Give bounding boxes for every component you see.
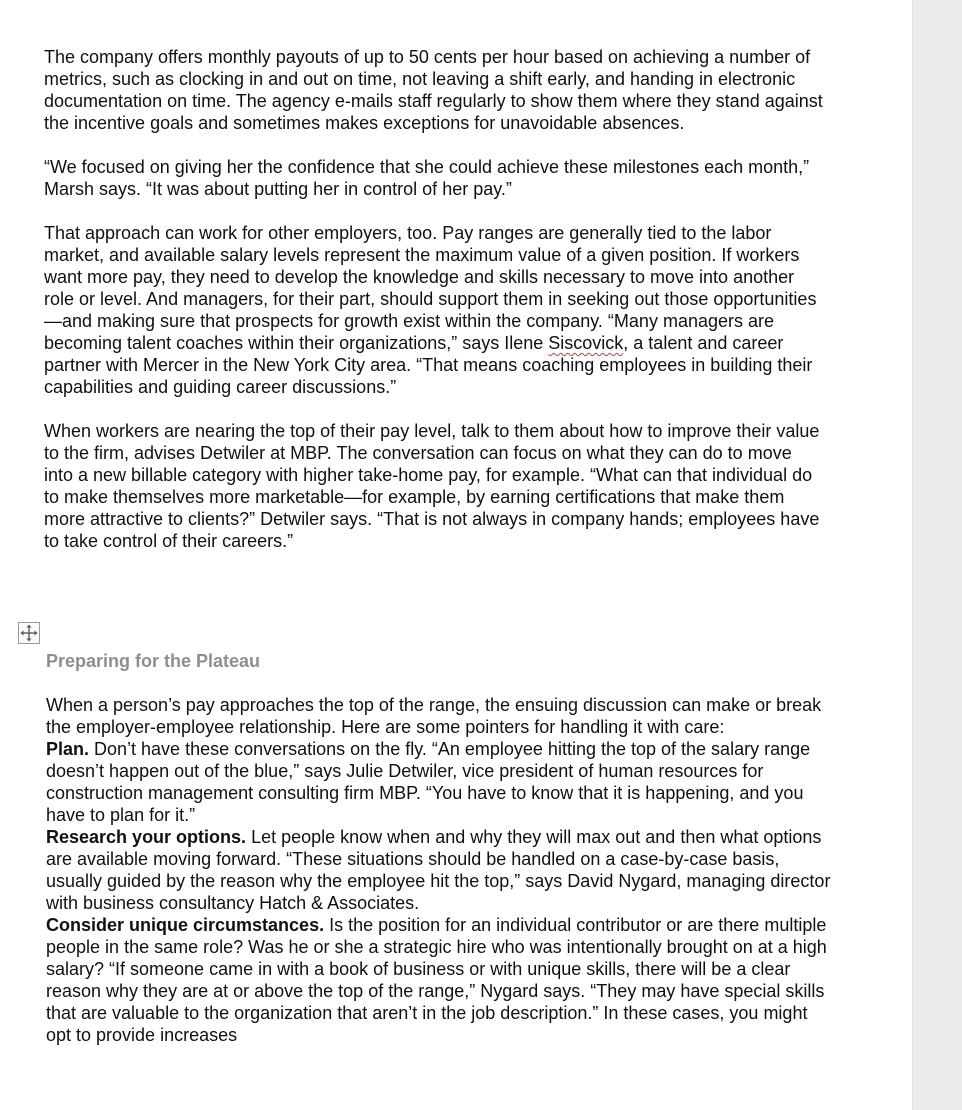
paragraph-2[interactable]: “We focused on giving her the confidence that she could achieve these milestones each month,” Marsh says. “It was about putting her in control of her pay.”: [44, 157, 810, 199]
sidebar-item[interactable]: [46, 738, 836, 826]
paragraph-3-text-b: , a talent and career partner with Mercer in the New York City area. “That means coaching employees in building their capabilities and guiding career discussions.”: [44, 333, 813, 397]
sidebar-box-intro[interactable]: When a person’s pay approaches the top of the range, the ensuing discussion can make or break the employer-employee relationship. Here are some pointers for handling it with care:: [46, 695, 822, 737]
sidebar-item-lead: Research your options.: [46, 827, 247, 847]
sidebar-item-text: Don’t have these conversations on the fly. “An employee hitting the top of the salary range doesn’t happen out of the blue,” says Julie Detwiler, vice president of human resources for construction management consulting firm MBP. “You have to know that it is happening, and you have to plan for it.”: [46, 739, 811, 825]
move-handle-icon[interactable]: [18, 622, 40, 644]
paragraph-3[interactable]: [44, 222, 824, 398]
sidebar-box-title: Preparing for the Plateau: [46, 651, 261, 671]
paragraph-4[interactable]: When workers are nearing the top of their pay level, talk to them about how to improve their value to the firm, advises Detwiler at MBP. The conversation can focus on what they can do to move into a new billable category with higher take-home pay, for example. “What can that individual do to make themselves more marketable—for example, by earning certifications that make them more attractive to clients?” Detwiler says. “That is not always in company hands; employees have to take control of their careers.”: [44, 421, 820, 551]
paragraph-1[interactable]: The company offers monthly payouts of up to 50 cents per hour based on achieving a number of metrics, such as clocking in and out on time, not leaving a shift early, and handing in electronic documentation on time. The agency e-mails staff regularly to show them where they stand against the incentive goals and sometimes makes exceptions for unavoidable absences.: [44, 47, 823, 133]
sidebar-item[interactable]: [46, 914, 836, 1046]
sidebar-item-lead: Plan.: [46, 739, 90, 759]
sidebar-item-lead: Consider unique circumstances.: [46, 915, 325, 935]
sidebar-item[interactable]: [46, 826, 836, 914]
sidebar-box[interactable]: [46, 650, 836, 1046]
paragraph-3-text-a: That approach can work for other employers, too. Pay ranges are generally tied to the labor market, and available salary levels represent the maximum value of a given position. If workers want more pay, they need to develop the knowledge and skills necessary to move into another role or level. And managers, for their part, should support them in seeking out those opportunities—and making sure that prospects for growth exist within the company. “Many managers are becoming talent coaches within their organizations,” says Ilene: [44, 223, 817, 353]
sidebar-item-text: Let people know when and why they will max out and then what options are available moving forward. “These situations should be handled on a case-by-case basis, usually guided by the reason why the employee hit the top,” says David Nygard, managing director with business consultancy Hatch & Associates.: [46, 827, 831, 913]
sidebar-item-text: Is the position for an individual contributor or are there multiple people in the same role? Was he or she a strategic hire who was intentionally brought on at a high salary? “If someone came in with a book of business or with unique skills, there will be a clear reason why they are at or above the top of the range,” Nygard says. “They may have special skills that are valuable to the organization that aren’t in the job description.” In these cases, you might opt to provide increases: [46, 915, 827, 1045]
spelling-error-word[interactable]: Siscovick: [548, 333, 624, 353]
window-margin: [912, 0, 962, 1110]
document-body[interactable]: [44, 46, 824, 574]
